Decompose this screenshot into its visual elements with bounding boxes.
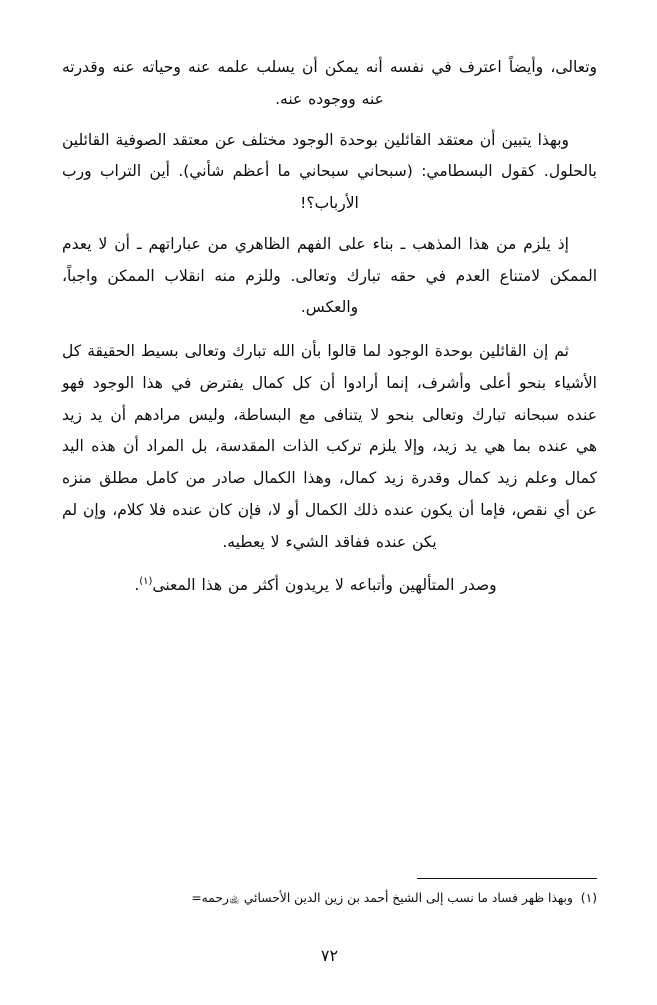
footnote-area — [62, 878, 597, 965]
paragraph-5-text: وصدر المتألهين وأتباعه لا يريدون أكثر من هذا المعنى — [152, 576, 497, 595]
footnote-text: وبهذا ظهر فساد ما نسب إلى الشيخ أحمد بن زين الدين الأحسائي — [243, 891, 573, 906]
footnote-separator-rule — [417, 878, 597, 880]
paragraph-spacer — [62, 327, 597, 336]
paragraph-5-trailing: . — [134, 576, 140, 595]
page-body — [62, 52, 597, 605]
paragraph-5 — [62, 570, 597, 602]
paragraph-3: إذ يلزم من هذا المذهب ـ بناء على الفهم الظاهري من عباراتهم ـ أن لا يعدم الممكن لامتناع العدم في حقه تبارك وتعالى. وللزم منه انقلاب الممكن واجباً، والعكس. — [62, 234, 597, 317]
footnote-reference-marker[interactable]: (١) — [139, 576, 153, 588]
paragraph-spacer — [62, 561, 597, 570]
footnote-honorific: رحمه= — [191, 891, 229, 906]
paragraph-1: وتعالى، وأيضاً اعترف في نفسه أنه يمكن أن يسلب علمه عنه وحياته عنه وقدرته عنه ووجوده عنه. — [62, 58, 597, 108]
page-number: ٧٢ — [320, 946, 339, 965]
footnote-marker: (١) — [580, 891, 597, 906]
paragraph-4: ثم إن القائلين بوحدة الوجود لما قالوا بأن الله تبارك وتعالى بسيط الحقيقة كل الأشياء بنحو أعلى وأشرف، إنما أرادوا أن كل كمال يفترض في هذا الوجود فهو عنده سبحانه تبارك وتعالى بنحو لا يتنافى مع البساطة، وليس مرادهم أن يد زيد هي عنده بما هي يد زيد، وإلا يلزم تركب الذات المقدسة، بل المراد أن هذه اليد كمال وعلم زيد كمال وقدرة زيد كمال، وهذا الكمال صادر من كامل مطلق منزه عن أي نقص، فإما أن يكون عنده ذلك الكمال أو لا، فإن كان عنده فلا كلام، وإن لم يكن عنده ففاقد الشيء لا يعطيه. — [62, 342, 597, 551]
paragraph-2: وبهذا يتبين أن معتقد القائلين بوحدة الوجود مختلف عن معتقد الصوفية القائلين بالحلول. كقول البسطامي: (سبحاني سبحاني ما أعظم شأني). أين التراب ورب الأرباب؟! — [62, 130, 597, 213]
footnote-1 — [62, 888, 597, 910]
honorific-symbol-icon: ﵀ — [228, 891, 240, 906]
